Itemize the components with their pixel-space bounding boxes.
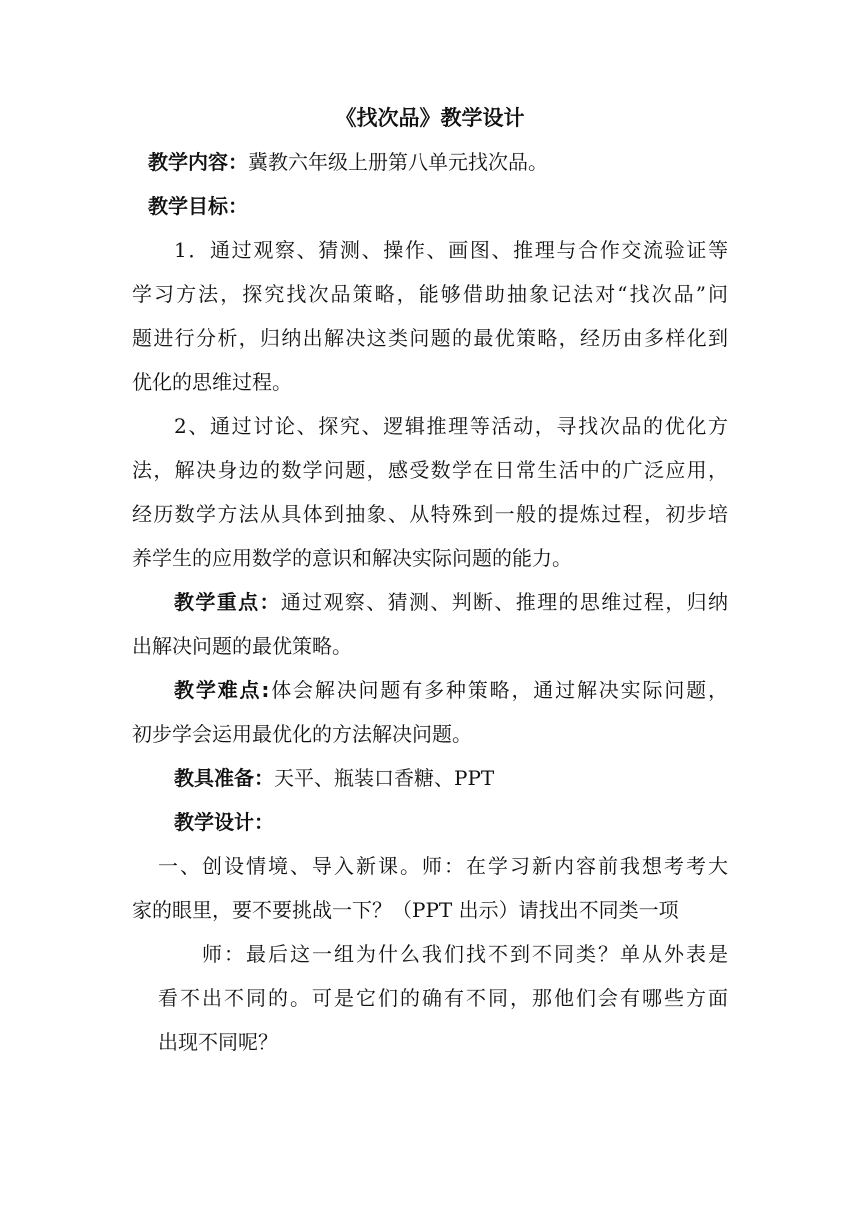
section1-line-2: 家的眼里，要不要挑战一下？（PPT 出示）请找出不同类一项 xyxy=(132,898,679,922)
goal1-line-2: 学习方法，探究找次品策略，能够借助抽象记法对“找次品”问 xyxy=(132,282,728,306)
teacher-line-2: 看不出不同的。可是它们的确有不同，那他们会有哪些方面 xyxy=(158,986,728,1010)
teaching-goals-label: 教学目标： xyxy=(148,194,248,218)
goal1-line-4: 优化的思维过程。 xyxy=(132,370,292,394)
teaching-content xyxy=(148,148,548,176)
key-point-text: 通过观察、猜测、判断、推理的思维过程，归纳 xyxy=(280,590,729,614)
section1-line-1: 一、创设情境、导入新课。师：在学习新内容前我想考考大 xyxy=(158,854,728,878)
goal1-line-1: 1．通过观察、猜测、操作、画图、推理与合作交流验证等 xyxy=(174,238,728,262)
difficulty-text: 体会解决问题有多种策略，通过解决实际问题， xyxy=(269,678,728,702)
materials-label: 教具准备： xyxy=(174,766,274,790)
teacher-line-3: 出现不同呢？ xyxy=(158,1030,278,1054)
goal2-line-2: 法，解决身边的数学问题，感受数学在日常生活中的广泛应用， xyxy=(132,458,728,482)
goal2-line-1: 2、通过讨论、探究、逻辑推理等活动，寻找次品的优化方 xyxy=(174,414,728,438)
teaching-content-label: 教学内容： xyxy=(148,150,248,174)
difficulty-label: 教学难点: xyxy=(174,678,270,702)
key-point-line-1 xyxy=(174,588,728,616)
goal2-line-3: 经历数学方法从具体到抽象、从特殊到一般的提炼过程，初步培 xyxy=(132,502,728,526)
teaching-content-text: 冀教六年级上册第八单元找次品。 xyxy=(248,150,548,174)
document-title: 《找次品》教学设计 xyxy=(335,106,525,130)
difficulty-line-2: 初步学会运用最优化的方法解决问题。 xyxy=(132,722,472,746)
key-point-line-2: 出解决问题的最优策略。 xyxy=(132,634,352,658)
difficulty-line-1 xyxy=(174,676,728,704)
goal1-line-3: 题进行分析，归纳出解决这类问题的最优策略，经历由多样化到 xyxy=(132,326,728,350)
materials-text: 天平、瓶装口香糖、PPT xyxy=(274,766,495,790)
teacher-line-1: 师：最后这一组为什么我们找不到不同类？单从外表是 xyxy=(202,942,728,966)
key-point-label: 教学重点： xyxy=(174,590,281,614)
goal2-line-4: 养学生的应用数学的意识和解决实际问题的能力。 xyxy=(132,546,572,570)
teaching-design-label: 教学设计： xyxy=(174,810,274,834)
materials-line xyxy=(174,764,494,792)
